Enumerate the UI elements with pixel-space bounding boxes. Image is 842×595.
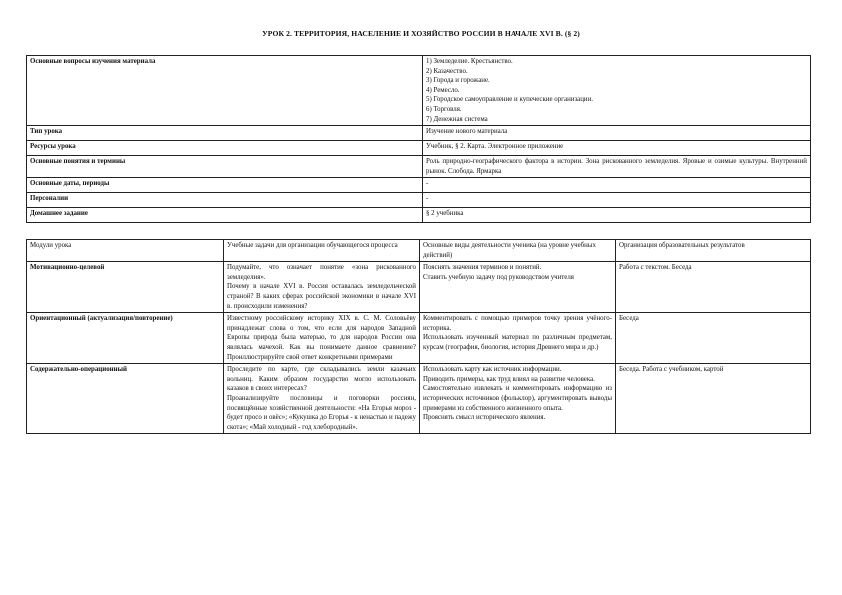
label-resources: Ресурсы урока: [27, 141, 423, 156]
table-row: [27, 141, 811, 156]
value-dates: -: [423, 178, 811, 193]
value-main-questions: 1) Земледелие. Крестьянство. 2) Казачество. 3) Города и горожане. 4) Ремесло. 5) Городское самоуправление и купеческие организации. 6) Торговля. 7) Денежная система: [423, 56, 811, 126]
module-activities: Использовать карту как источник информации. Приводить примеры, как труд влиял на развитие человека. Самостоятельно извлекать и комментировать информацию из исторических источников (фольклор), аргументировать выводы примерами из собственного жизненного опыта. Прояснять смысл исторического явления.: [420, 364, 616, 434]
module-results: Беседа. Работа с учебником, картой: [616, 364, 811, 434]
module-results: Работа с текстом. Беседа: [616, 262, 811, 313]
table-row: [27, 208, 811, 223]
module-tasks: Известному российскому историку XIX в. С. М. Соловьёву принадлежат слова о том, что если для народов Западной Европы природа была матерью, то для народов России она являлась мачехой. Как вы понимаете данное сравнение? Проиллюстрируйте свой ответ конкретными примерами: [224, 313, 420, 364]
module-name: Мотивационно-целевой: [27, 262, 224, 313]
value-homework: § 2 учебника: [423, 208, 811, 223]
table-row: [27, 126, 811, 141]
label-persons: Персоналии: [27, 193, 423, 208]
page-title: УРОК 2. ТЕРРИТОРИЯ, НАСЕЛЕНИЕ И ХОЗЯЙСТВО РОССИИ В НАЧАЛЕ XVI В. (§ 2): [262, 29, 580, 38]
table-row: [27, 178, 811, 193]
table-row: [27, 156, 811, 178]
header-row: [27, 240, 811, 262]
label-dates: Основные даты, периоды: [27, 178, 423, 193]
table-row: [27, 262, 811, 313]
table-row: [27, 193, 811, 208]
header-tasks: Учебные задачи для организации обучающегося процесса: [224, 240, 420, 262]
value-lesson-type: Изучение нового материала: [423, 126, 811, 141]
lesson-modules-table: [26, 239, 811, 434]
value-persons: -: [423, 193, 811, 208]
label-concepts: Основные понятия и термины: [27, 156, 423, 178]
module-tasks: Подумайте, что означает понятие «зона рискованного земледелия». Почему в начале XVI в. Россия оставалась земледельческой страной? В каких сферах российской экономики в начале XVI в. происходили изменения?: [224, 262, 420, 313]
lesson-info-table: [26, 55, 811, 223]
module-name: Ориентационный (актуализация/повторение): [27, 313, 224, 364]
header-modules: Модули урока: [27, 240, 224, 262]
value-concepts: Роль природно-географического фактора в истории. Зона рискованного земледелия. Яровые и озимые культуры. Внутренний рынок. Слобода. Ярмарка: [423, 156, 811, 178]
module-activities: Пояснять значения терминов и понятий. Ставить учебную задачу под руководством учителя: [420, 262, 616, 313]
label-main-questions: Основные вопросы изучения материала: [27, 56, 423, 126]
label-lesson-type: Тип урока: [27, 126, 423, 141]
module-results: Беседа: [616, 313, 811, 364]
module-activities: Комментировать с помощью примеров точку зрения учёного-историка. Использовать изученный материал по различным предметам, курсам (география, биология, история Древнего мира и др.): [420, 313, 616, 364]
header-activities: Основные виды деятельности ученика (на уровне учебных действий): [420, 240, 616, 262]
value-resources: Учебник, § 2. Карта. Электронное приложение: [423, 141, 811, 156]
module-tasks: Проследите по карте, где складывались земли казачьих вольниц. Каким образом государство могло использовать казаков в своих интересах? Проанализируйте пословицы и поговорки россиян, посвящённые хозяйственной деятельности: «На Егорья мороз - будет просо и овёс»; «Кукушка до Егорья - к ненастью и падежу скота»; «Май холодный - год хлебородный».: [224, 364, 420, 434]
header-results: Организация образовательных результатов: [616, 240, 811, 262]
table-row: [27, 364, 811, 434]
module-name: Содержательно-операционный: [27, 364, 224, 434]
label-homework: Домашнее задание: [27, 208, 423, 223]
table-row: [27, 56, 811, 126]
table-row: [27, 313, 811, 364]
